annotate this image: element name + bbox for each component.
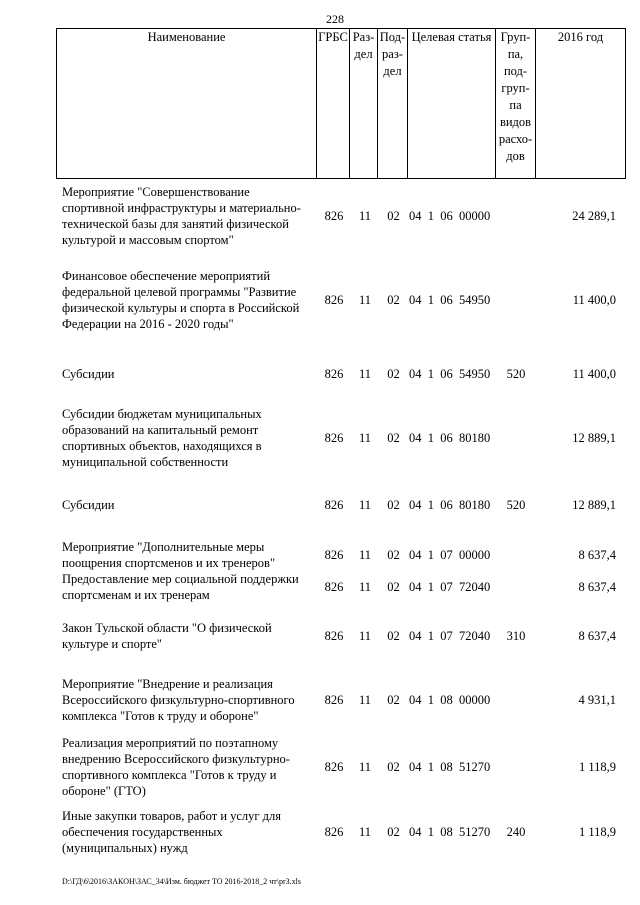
header-podrazdel-line: дел <box>383 64 402 78</box>
row-amount: 1 118,9 <box>578 760 616 774</box>
row-grbs: 826 <box>324 498 344 512</box>
page-number: 228 <box>326 12 344 26</box>
row-podrazdel: 02 <box>387 825 400 839</box>
header-group <box>496 28 536 179</box>
header-group-line: па, <box>507 47 524 61</box>
row-target: 04 1 07 72040 <box>409 580 491 594</box>
row-amount: 24 289,1 <box>572 209 616 223</box>
row-grbs: 826 <box>324 825 344 839</box>
row-razdel: 11 <box>358 760 372 774</box>
row-name: Мероприятие "Дополнительные меры поощрения спортсменов и их тренеров" <box>62 540 276 570</box>
row-name: Финансовое обеспечение мероприятий федеральной целевой программы "Развитие физической культуры и спорта в Российской Федерации на 2016 - 2020 годы" <box>62 269 300 331</box>
header-podrazdel-line: раз- <box>382 47 403 61</box>
row-target: 04 1 06 80180 <box>409 431 491 445</box>
row-name: Субсидии <box>62 367 115 381</box>
row-razdel: 11 <box>358 367 372 381</box>
row-razdel: 11 <box>358 693 372 707</box>
row-grbs: 826 <box>324 693 344 707</box>
row-grbs: 826 <box>324 367 344 381</box>
header-year <box>536 28 626 179</box>
header-group-line: расхо- <box>498 132 533 146</box>
row-amount: 8 637,4 <box>578 580 616 594</box>
row-amount: 11 400,0 <box>572 367 616 381</box>
row-grbs: 826 <box>324 431 344 445</box>
row-razdel: 11 <box>358 548 372 562</box>
header-group-line: Груп- <box>500 30 531 44</box>
header-group-line: под- <box>503 64 528 78</box>
row-name: Предоставление мер социальной поддержки спортсменам и их тренерам <box>62 572 299 602</box>
header-razdel <box>350 28 378 179</box>
row-target: 04 1 06 00000 <box>409 209 491 223</box>
header-razdel-line: дел <box>354 47 373 61</box>
row-grbs: 826 <box>324 209 344 223</box>
row-group: 520 <box>506 498 526 512</box>
row-group: 310 <box>506 629 526 643</box>
header-group-line: видов <box>499 115 532 129</box>
header-name-label: Наименование <box>147 30 226 44</box>
row-group: 240 <box>506 825 526 839</box>
row-name: Субсидии <box>62 498 115 512</box>
row-razdel: 11 <box>358 580 372 594</box>
row-grbs: 826 <box>324 293 344 307</box>
row-group: 520 <box>506 367 526 381</box>
header-target-label: Целевая статья <box>411 30 492 44</box>
row-grbs: 826 <box>324 760 344 774</box>
row-target: 04 1 07 72040 <box>409 629 491 643</box>
row-grbs: 826 <box>324 580 344 594</box>
row-amount: 8 637,4 <box>578 548 616 562</box>
row-amount: 4 931,1 <box>578 693 616 707</box>
row-razdel: 11 <box>358 498 372 512</box>
row-target: 04 1 07 00000 <box>409 548 491 562</box>
row-amount: 1 118,9 <box>578 825 616 839</box>
header-group-line: па <box>509 98 522 112</box>
header-grbs-label: ГРБС <box>318 30 348 44</box>
row-target: 04 1 06 80180 <box>409 498 491 512</box>
row-amount: 8 637,4 <box>578 629 616 643</box>
row-podrazdel: 02 <box>387 431 400 445</box>
row-razdel: 11 <box>358 209 372 223</box>
row-name: Субсидии бюджетам муниципальных образований на капитальный ремонт спортивных объектов, находящихся в муниципальной собственности <box>62 407 262 469</box>
row-podrazdel: 02 <box>387 293 400 307</box>
row-razdel: 11 <box>358 825 372 839</box>
row-amount: 11 400,0 <box>572 293 616 307</box>
row-razdel: 11 <box>358 629 372 643</box>
row-amount: 12 889,1 <box>572 431 616 445</box>
row-podrazdel: 02 <box>387 629 400 643</box>
header-year-label: 2016 год <box>557 30 604 44</box>
row-podrazdel: 02 <box>387 580 400 594</box>
row-name: Реализация мероприятий по поэтапному внедрению Всероссийского физкультурно-спортивного комплекса "Готов к труду и обороне" (ГТО) <box>62 736 290 798</box>
row-podrazdel: 02 <box>387 760 400 774</box>
header-target <box>408 28 496 179</box>
file-path-footer: D:\ГД\6\2016\ЗАКОН\ЗАС_34\Изм. бюджет ТО 2016-2018_2 чт\pr3.xls <box>62 877 301 886</box>
row-podrazdel: 02 <box>387 498 400 512</box>
row-name: Иные закупки товаров, работ и услуг для обеспечения государственных (муниципальных) нужд <box>62 809 282 855</box>
row-name: Закон Тульской области "О физической культуре и спорте" <box>62 621 272 651</box>
header-razdel-line: Раз- <box>352 30 375 44</box>
row-target: 04 1 06 54950 <box>409 293 491 307</box>
row-podrazdel: 02 <box>387 367 400 381</box>
row-target: 04 1 08 51270 <box>409 825 491 839</box>
row-podrazdel: 02 <box>387 548 400 562</box>
row-target: 04 1 08 00000 <box>409 693 491 707</box>
row-razdel: 11 <box>358 431 372 445</box>
header-podrazdel-line: Под- <box>379 30 406 44</box>
header-podrazdel <box>378 28 408 179</box>
header-group-line: груп- <box>501 81 530 95</box>
row-grbs: 826 <box>324 548 344 562</box>
header-name <box>56 28 317 179</box>
header-grbs <box>317 28 350 179</box>
row-amount: 12 889,1 <box>572 498 616 512</box>
row-name: Мероприятие "Совершенствование спортивной инфраструктуры и материально-технической базы для занятий физической культурой и массовым спортом" <box>62 185 301 247</box>
header-group-line: дов <box>506 149 525 163</box>
row-razdel: 11 <box>358 293 372 307</box>
row-podrazdel: 02 <box>387 209 400 223</box>
row-podrazdel: 02 <box>387 693 400 707</box>
row-name: Мероприятие "Внедрение и реализация Всероссийского физкультурно-спортивного комплекса "Готов к труду и обороне" <box>62 677 295 723</box>
row-target: 04 1 06 54950 <box>409 367 491 381</box>
row-target: 04 1 08 51270 <box>409 760 491 774</box>
row-grbs: 826 <box>324 629 344 643</box>
